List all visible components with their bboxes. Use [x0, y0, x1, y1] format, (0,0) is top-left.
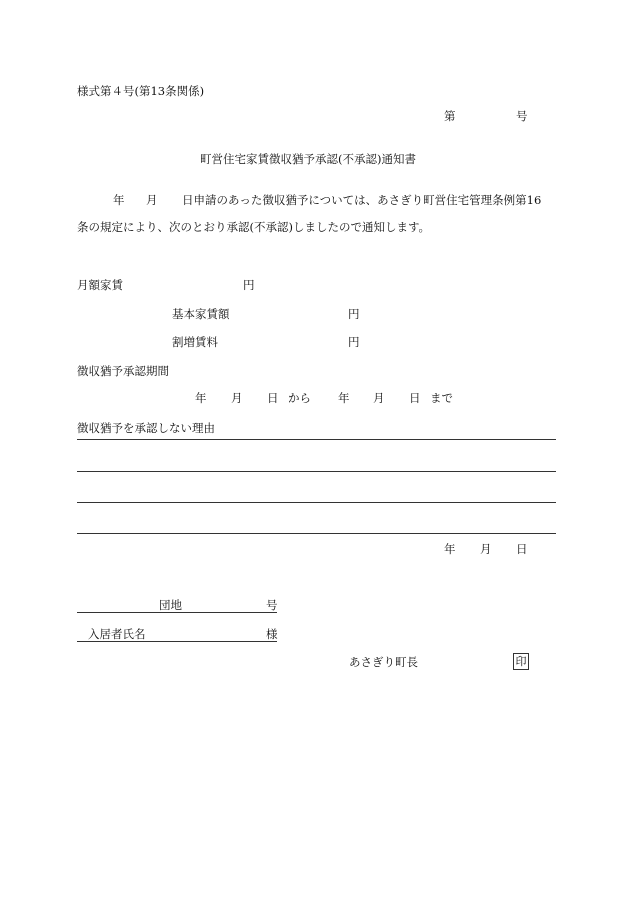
resident-name-label: 入居者氏名	[88, 627, 146, 641]
number-dai: 第	[444, 109, 456, 123]
seal-mark: 印	[513, 653, 529, 670]
date-month: 月	[480, 542, 492, 556]
reason-line-2	[77, 471, 556, 472]
reason-line-1	[77, 439, 556, 440]
resident-underline	[77, 641, 277, 642]
period-made: まで	[430, 391, 453, 405]
document-title: 町営住宅家賃徴収猶予承認(不承認)通知書	[200, 152, 416, 166]
reason-label: 徴収猶予を承認しない理由	[77, 421, 215, 435]
date-year: 年	[444, 542, 456, 556]
surcharge-label: 割増賃料	[172, 335, 218, 349]
period-kara: から	[288, 391, 311, 405]
reason-line-3	[77, 502, 556, 503]
body-month: 月	[146, 193, 158, 207]
period-to-month: 月	[373, 391, 385, 405]
period-label: 徴収猶予承認期間	[77, 364, 169, 378]
room-go: 号	[266, 598, 278, 612]
issuer-label: あさぎり町長	[349, 655, 418, 669]
surcharge-unit: 円	[348, 335, 360, 349]
period-from-year: 年	[195, 391, 207, 405]
number-go: 号	[516, 109, 528, 123]
period-to-year: 年	[338, 391, 350, 405]
period-from-month: 月	[231, 391, 243, 405]
body-text-1: 日申請のあった徴収猶予については、あさぎり町営住宅管理条例第16	[182, 193, 542, 207]
monthly-rent-label: 月額家賃	[77, 278, 123, 292]
danchi-label: 団地	[159, 598, 182, 612]
period-to-day: 日	[409, 391, 421, 405]
body-year: 年	[113, 193, 125, 207]
form-number: 様式第４号(第13条関係)	[77, 84, 205, 98]
base-rent-unit: 円	[348, 307, 360, 321]
resident-sama: 様	[266, 627, 278, 641]
monthly-rent-unit: 円	[243, 278, 255, 292]
base-rent-label: 基本家賃額	[172, 307, 230, 321]
address-underline	[77, 612, 277, 613]
body-text-2: 条の規定により、次のとおり承認(不承認)しましたので通知します。	[77, 220, 431, 234]
date-day: 日	[516, 542, 528, 556]
reason-line-4	[77, 533, 556, 534]
period-from-day: 日	[267, 391, 279, 405]
